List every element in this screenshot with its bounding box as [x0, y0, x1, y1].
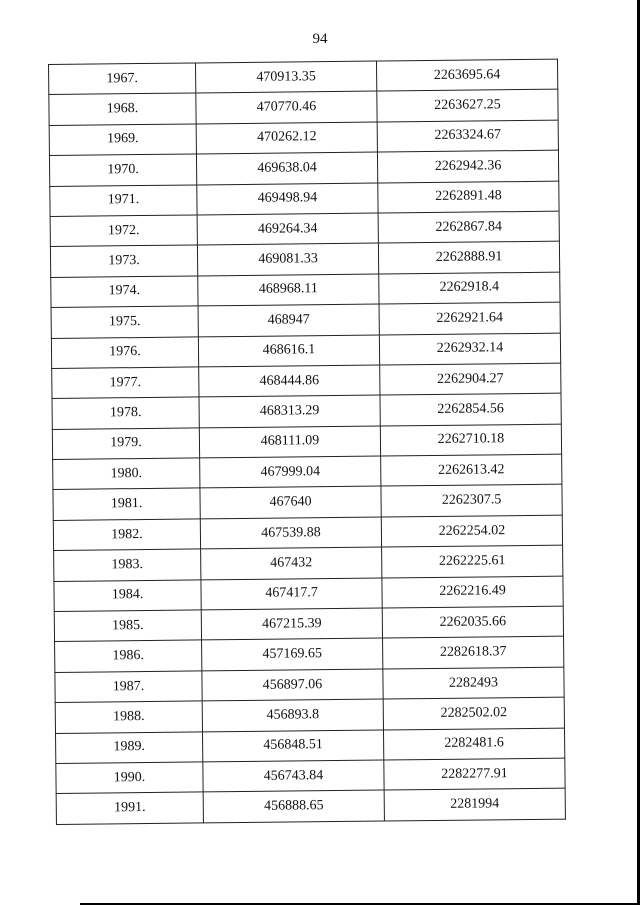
total-cell: 2282502.02	[383, 697, 564, 729]
year-cell: 1974.	[51, 276, 198, 308]
total-cell: 2262921.64	[379, 302, 560, 334]
table-row	[56, 788, 565, 824]
total-cell: 2262254.02	[381, 515, 562, 547]
year-cell: 1967.	[49, 63, 196, 95]
total-cell: 2262888.91	[378, 241, 559, 273]
year-cell: 1978.	[52, 397, 199, 429]
value-cell: 469264.34	[197, 213, 378, 245]
year-cell: 1991.	[56, 792, 203, 824]
value-cell: 467432	[201, 547, 382, 579]
value-cell: 468313.29	[199, 395, 380, 427]
year-cell: 1969.	[49, 124, 196, 156]
value-cell: 469498.94	[197, 183, 378, 215]
value-cell: 456848.51	[202, 730, 383, 762]
total-cell: 2262891.48	[378, 181, 559, 213]
value-cell: 470770.46	[196, 91, 377, 123]
year-cell: 1988.	[55, 701, 202, 733]
value-cell: 468111.09	[199, 426, 380, 458]
total-cell: 2262867.84	[378, 211, 559, 243]
value-cell: 457169.65	[202, 638, 383, 670]
year-cell: 1984.	[54, 580, 201, 612]
data-table	[48, 59, 566, 825]
value-cell: 468968.11	[198, 274, 379, 306]
year-cell: 1970.	[49, 154, 196, 186]
value-cell: 467640	[200, 487, 381, 519]
value-cell: 468444.86	[199, 365, 380, 397]
total-cell: 2262918.4	[379, 272, 560, 304]
value-cell: 470262.12	[196, 122, 377, 154]
total-cell: 2262307.5	[381, 485, 562, 517]
total-cell: 2281994	[384, 788, 565, 820]
value-cell: 467215.39	[201, 608, 382, 640]
total-cell: 2282493	[383, 667, 564, 699]
year-cell: 1980.	[53, 458, 200, 490]
total-cell: 2263324.67	[377, 120, 558, 152]
year-cell: 1973.	[50, 245, 197, 277]
total-cell: 2282277.91	[384, 758, 565, 790]
year-cell: 1977.	[52, 367, 199, 399]
total-cell: 2262613.42	[381, 454, 562, 486]
value-cell: 456888.65	[203, 790, 384, 822]
year-cell: 1968.	[49, 93, 196, 125]
total-cell: 2262942.36	[377, 150, 558, 182]
year-cell: 1981.	[53, 488, 200, 520]
value-cell: 467999.04	[200, 456, 381, 488]
value-cell: 469081.33	[197, 243, 378, 275]
value-cell: 470913.35	[195, 61, 376, 93]
value-cell: 468947	[198, 304, 379, 336]
value-cell: 456897.06	[202, 669, 383, 701]
total-cell: 2263627.25	[377, 90, 558, 122]
year-cell: 1982.	[53, 519, 200, 551]
page-number: 94	[312, 31, 328, 47]
total-cell: 2282481.6	[383, 728, 564, 760]
year-cell: 1976.	[51, 336, 198, 368]
total-cell: 2262854.56	[380, 393, 561, 425]
year-cell: 1975.	[51, 306, 198, 338]
total-cell: 2262904.27	[380, 363, 561, 395]
total-cell: 2262225.61	[382, 545, 563, 577]
total-cell: 2262710.18	[380, 424, 561, 456]
year-cell: 1987.	[55, 671, 202, 703]
total-cell: 2262035.66	[382, 606, 563, 638]
value-cell: 456893.8	[202, 699, 383, 731]
value-cell: 467417.7	[201, 578, 382, 610]
year-cell: 1971.	[50, 185, 197, 217]
total-cell: 2262216.49	[382, 576, 563, 608]
year-cell: 1972.	[50, 215, 197, 247]
year-cell: 1979.	[52, 428, 199, 460]
total-cell: 2262932.14	[379, 333, 560, 365]
value-cell: 468616.1	[198, 335, 379, 367]
total-cell: 2282618.37	[383, 637, 564, 669]
year-cell: 1990.	[56, 762, 203, 794]
year-cell: 1985.	[54, 610, 201, 642]
table-body	[49, 59, 566, 824]
year-cell: 1983.	[54, 549, 201, 581]
value-cell: 467539.88	[200, 517, 381, 549]
value-cell: 456743.84	[203, 760, 384, 792]
total-cell: 2263695.64	[376, 59, 557, 91]
year-cell: 1986.	[55, 640, 202, 672]
year-cell: 1989.	[56, 732, 203, 764]
value-cell: 469638.04	[196, 152, 377, 184]
